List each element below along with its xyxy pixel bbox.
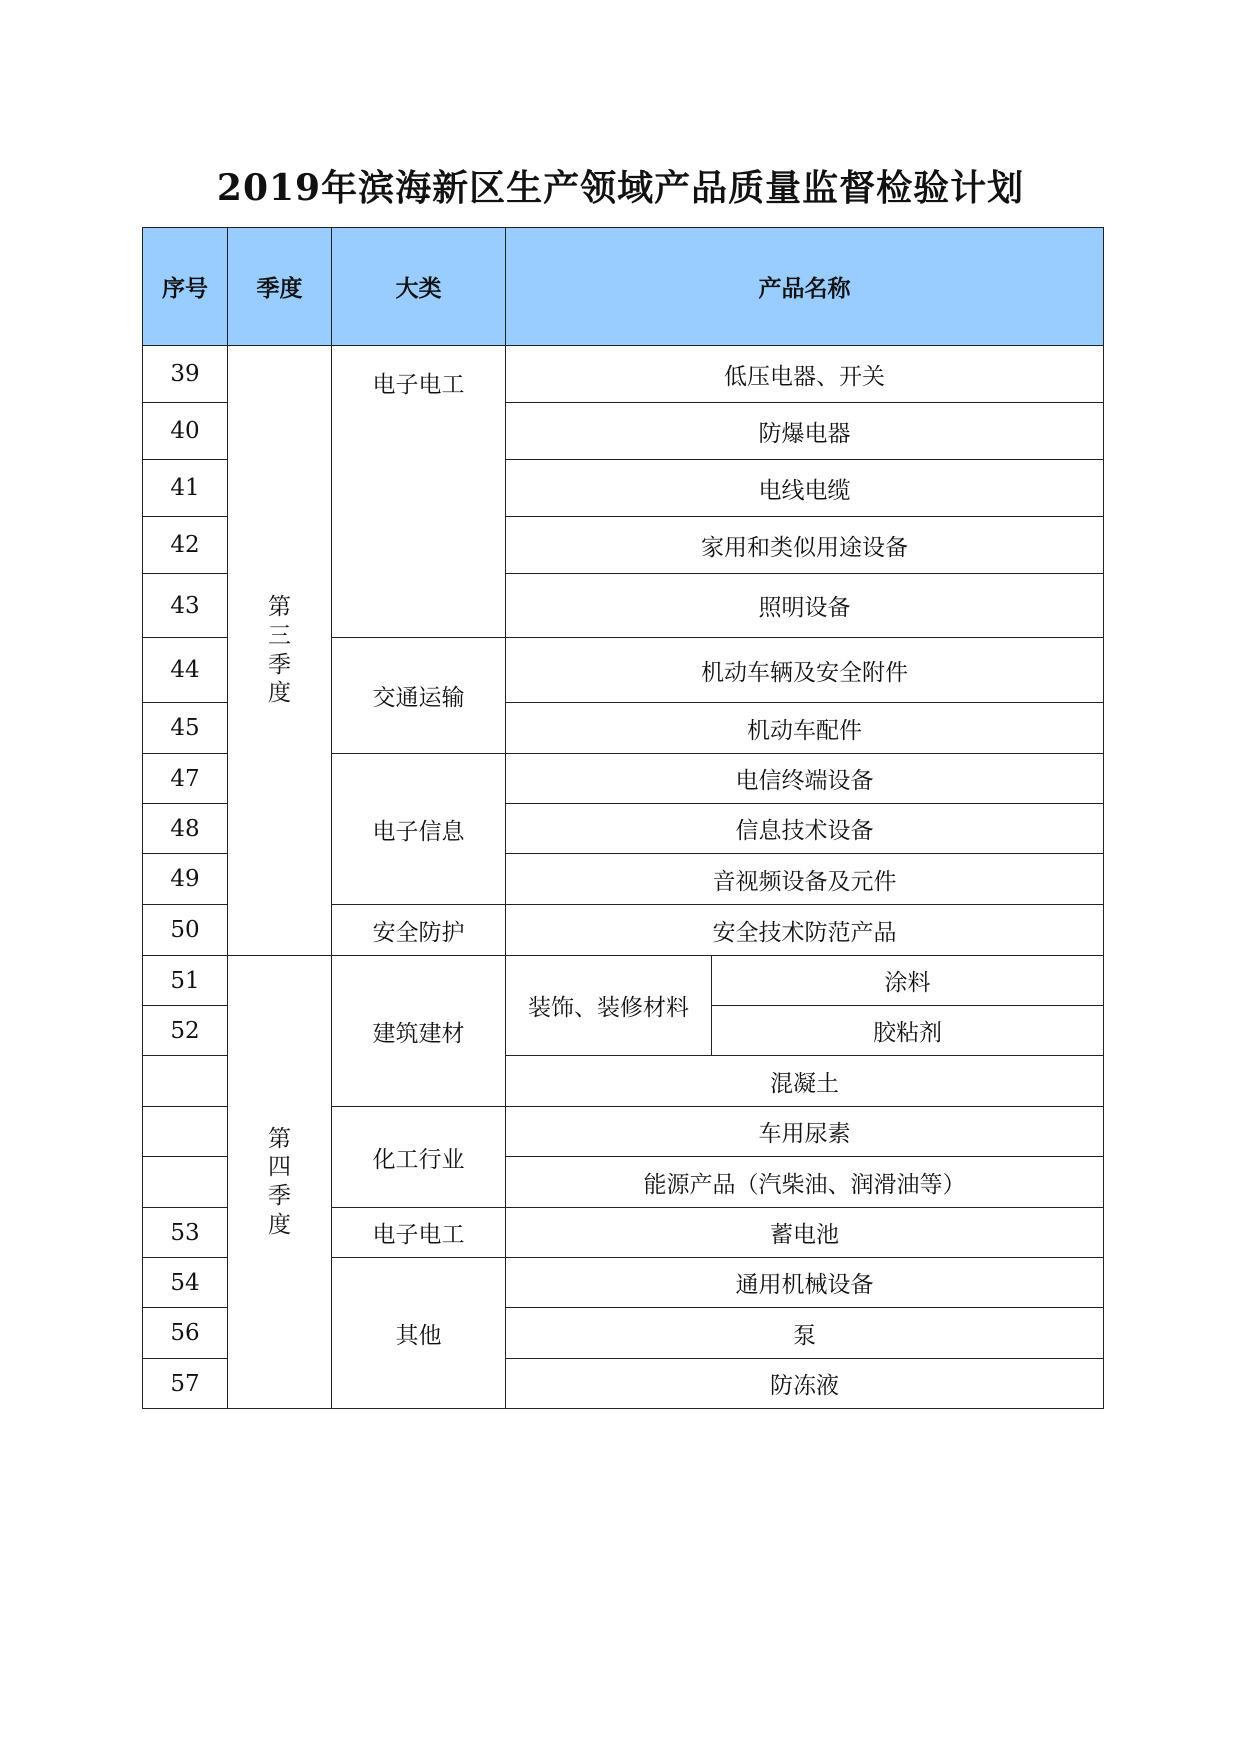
page-title: 2019年滨海新区生产领域产品质量监督检验计划: [216, 167, 1025, 209]
quarter-cell-q3: [228, 346, 332, 956]
table-row: [143, 346, 1104, 403]
subcategory-cell: 装饰、装修材料: [506, 956, 712, 1056]
category-cell: 建筑建材: [332, 956, 506, 1107]
row-seq: 39: [143, 346, 228, 403]
row-seq: 47: [143, 754, 228, 804]
category-cell: 电子电工: [332, 1208, 506, 1258]
category-cell: 其他: [332, 1258, 506, 1409]
row-seq: [143, 1157, 228, 1208]
row-seq: 48: [143, 804, 228, 854]
row-product: 涂料: [712, 956, 1104, 1006]
row-seq: 40: [143, 403, 228, 460]
row-product: 通用机械设备: [506, 1258, 1104, 1308]
header-seq: 序号: [143, 228, 228, 346]
row-seq: 52: [143, 1006, 228, 1056]
row-product: 机动车辆及安全附件: [506, 638, 1104, 703]
row-product: 车用尿素: [506, 1107, 1104, 1157]
table-row: [143, 956, 1104, 1006]
row-seq: 50: [143, 905, 228, 956]
row-product: 混凝土: [506, 1056, 1104, 1107]
row-seq: 51: [143, 956, 228, 1006]
row-seq: 42: [143, 517, 228, 574]
row-product: 蓄电池: [506, 1208, 1104, 1258]
header-product: 产品名称: [506, 228, 1104, 346]
category-cell: 电子电工: [332, 346, 506, 638]
row-product: 防爆电器: [506, 403, 1104, 460]
category-cell: 化工行业: [332, 1107, 506, 1208]
row-product: 家用和类似用途设备: [506, 517, 1104, 574]
row-product: 胶粘剂: [712, 1006, 1104, 1056]
row-seq: 56: [143, 1308, 228, 1359]
row-product: 低压电器、开关: [506, 346, 1104, 403]
row-seq: 49: [143, 854, 228, 905]
row-product: 照明设备: [506, 574, 1104, 638]
row-product: 安全技术防范产品: [506, 905, 1104, 956]
row-seq: 41: [143, 460, 228, 517]
row-product: 防冻液: [506, 1359, 1104, 1409]
table-header-row: [143, 228, 1104, 346]
category-cell: 电子信息: [332, 754, 506, 905]
header-quarter: 季度: [228, 228, 332, 346]
row-product: 电信终端设备: [506, 754, 1104, 804]
quarter-label: 第三季度: [268, 594, 291, 707]
row-product: 机动车配件: [506, 703, 1104, 754]
category-cell: 交通运输: [332, 638, 506, 754]
quarter-label: 第四季度: [268, 1125, 291, 1238]
inspection-plan-table: [142, 227, 1104, 1409]
row-product: 泵: [506, 1308, 1104, 1359]
row-seq: 45: [143, 703, 228, 754]
category-cell: 安全防护: [332, 905, 506, 956]
row-seq: 57: [143, 1359, 228, 1409]
row-seq: [143, 1107, 228, 1157]
row-seq: 43: [143, 574, 228, 638]
header-category: 大类: [332, 228, 506, 346]
row-seq: 54: [143, 1258, 228, 1308]
row-product: 能源产品（汽柴油、润滑油等）: [506, 1157, 1104, 1208]
row-product: 电线电缆: [506, 460, 1104, 517]
row-seq: [143, 1056, 228, 1107]
row-product: 音视频设备及元件: [506, 854, 1104, 905]
quarter-cell-q4: [228, 956, 332, 1409]
row-product: 信息技术设备: [506, 804, 1104, 854]
row-seq: 53: [143, 1208, 228, 1258]
row-seq: 44: [143, 638, 228, 703]
